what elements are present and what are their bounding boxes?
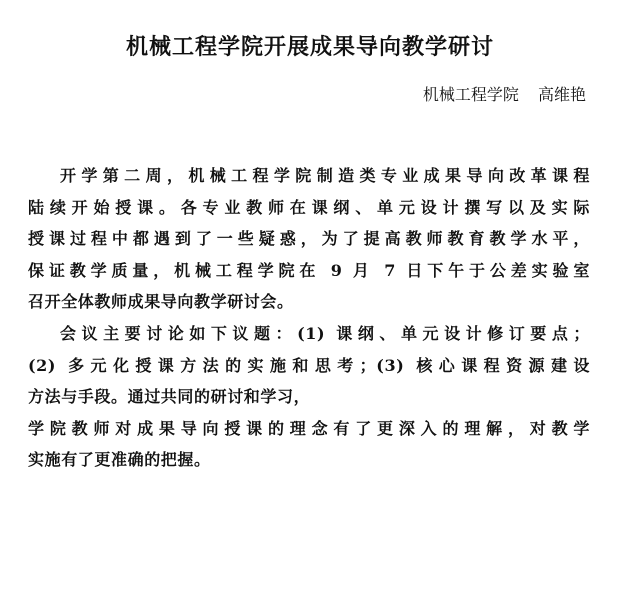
paragraph-line: 授课过程中都遇到了一些疑惑，为了提高教师教育教学水平， — [28, 229, 590, 249]
document-title: 机械工程学院开展成果导向教学研讨 — [125, 34, 494, 60]
article-body — [28, 160, 590, 476]
paragraph-line: 陆续开始授课。各专业教师在课纲、单元设计撰写以及实际 — [28, 197, 590, 217]
byline — [423, 82, 586, 105]
department-name: 机械工程学院 — [422, 85, 519, 104]
paragraph-line: (2) 多元化授课方法的实施和思考；(3) 核心课程资源建设 — [28, 355, 590, 375]
paragraph-line: 学院教师对成果导向授课的理念有了更深入的理解，对教学 — [28, 418, 590, 438]
paragraph-line: 开学第二周，机械工程学院制造类专业成果导向改革课程 — [60, 166, 590, 185]
paragraph-line: 实施有了更准确的把握。 — [28, 450, 211, 470]
author-name: 高维艳 — [537, 85, 586, 104]
paragraph-line: 召开全体教师成果导向教学研讨会。 — [28, 292, 294, 312]
paragraph-line: 方法与手段。通过共同的研讨和学习， — [28, 387, 311, 407]
paragraph-line: 保证教学质量，机械工程学院在 9 月 7 日下午于公差实验室 — [28, 260, 590, 280]
paragraph-line: 会议主要讨论如下议题：(1) 课纲、单元设计修订要点； — [60, 323, 590, 343]
